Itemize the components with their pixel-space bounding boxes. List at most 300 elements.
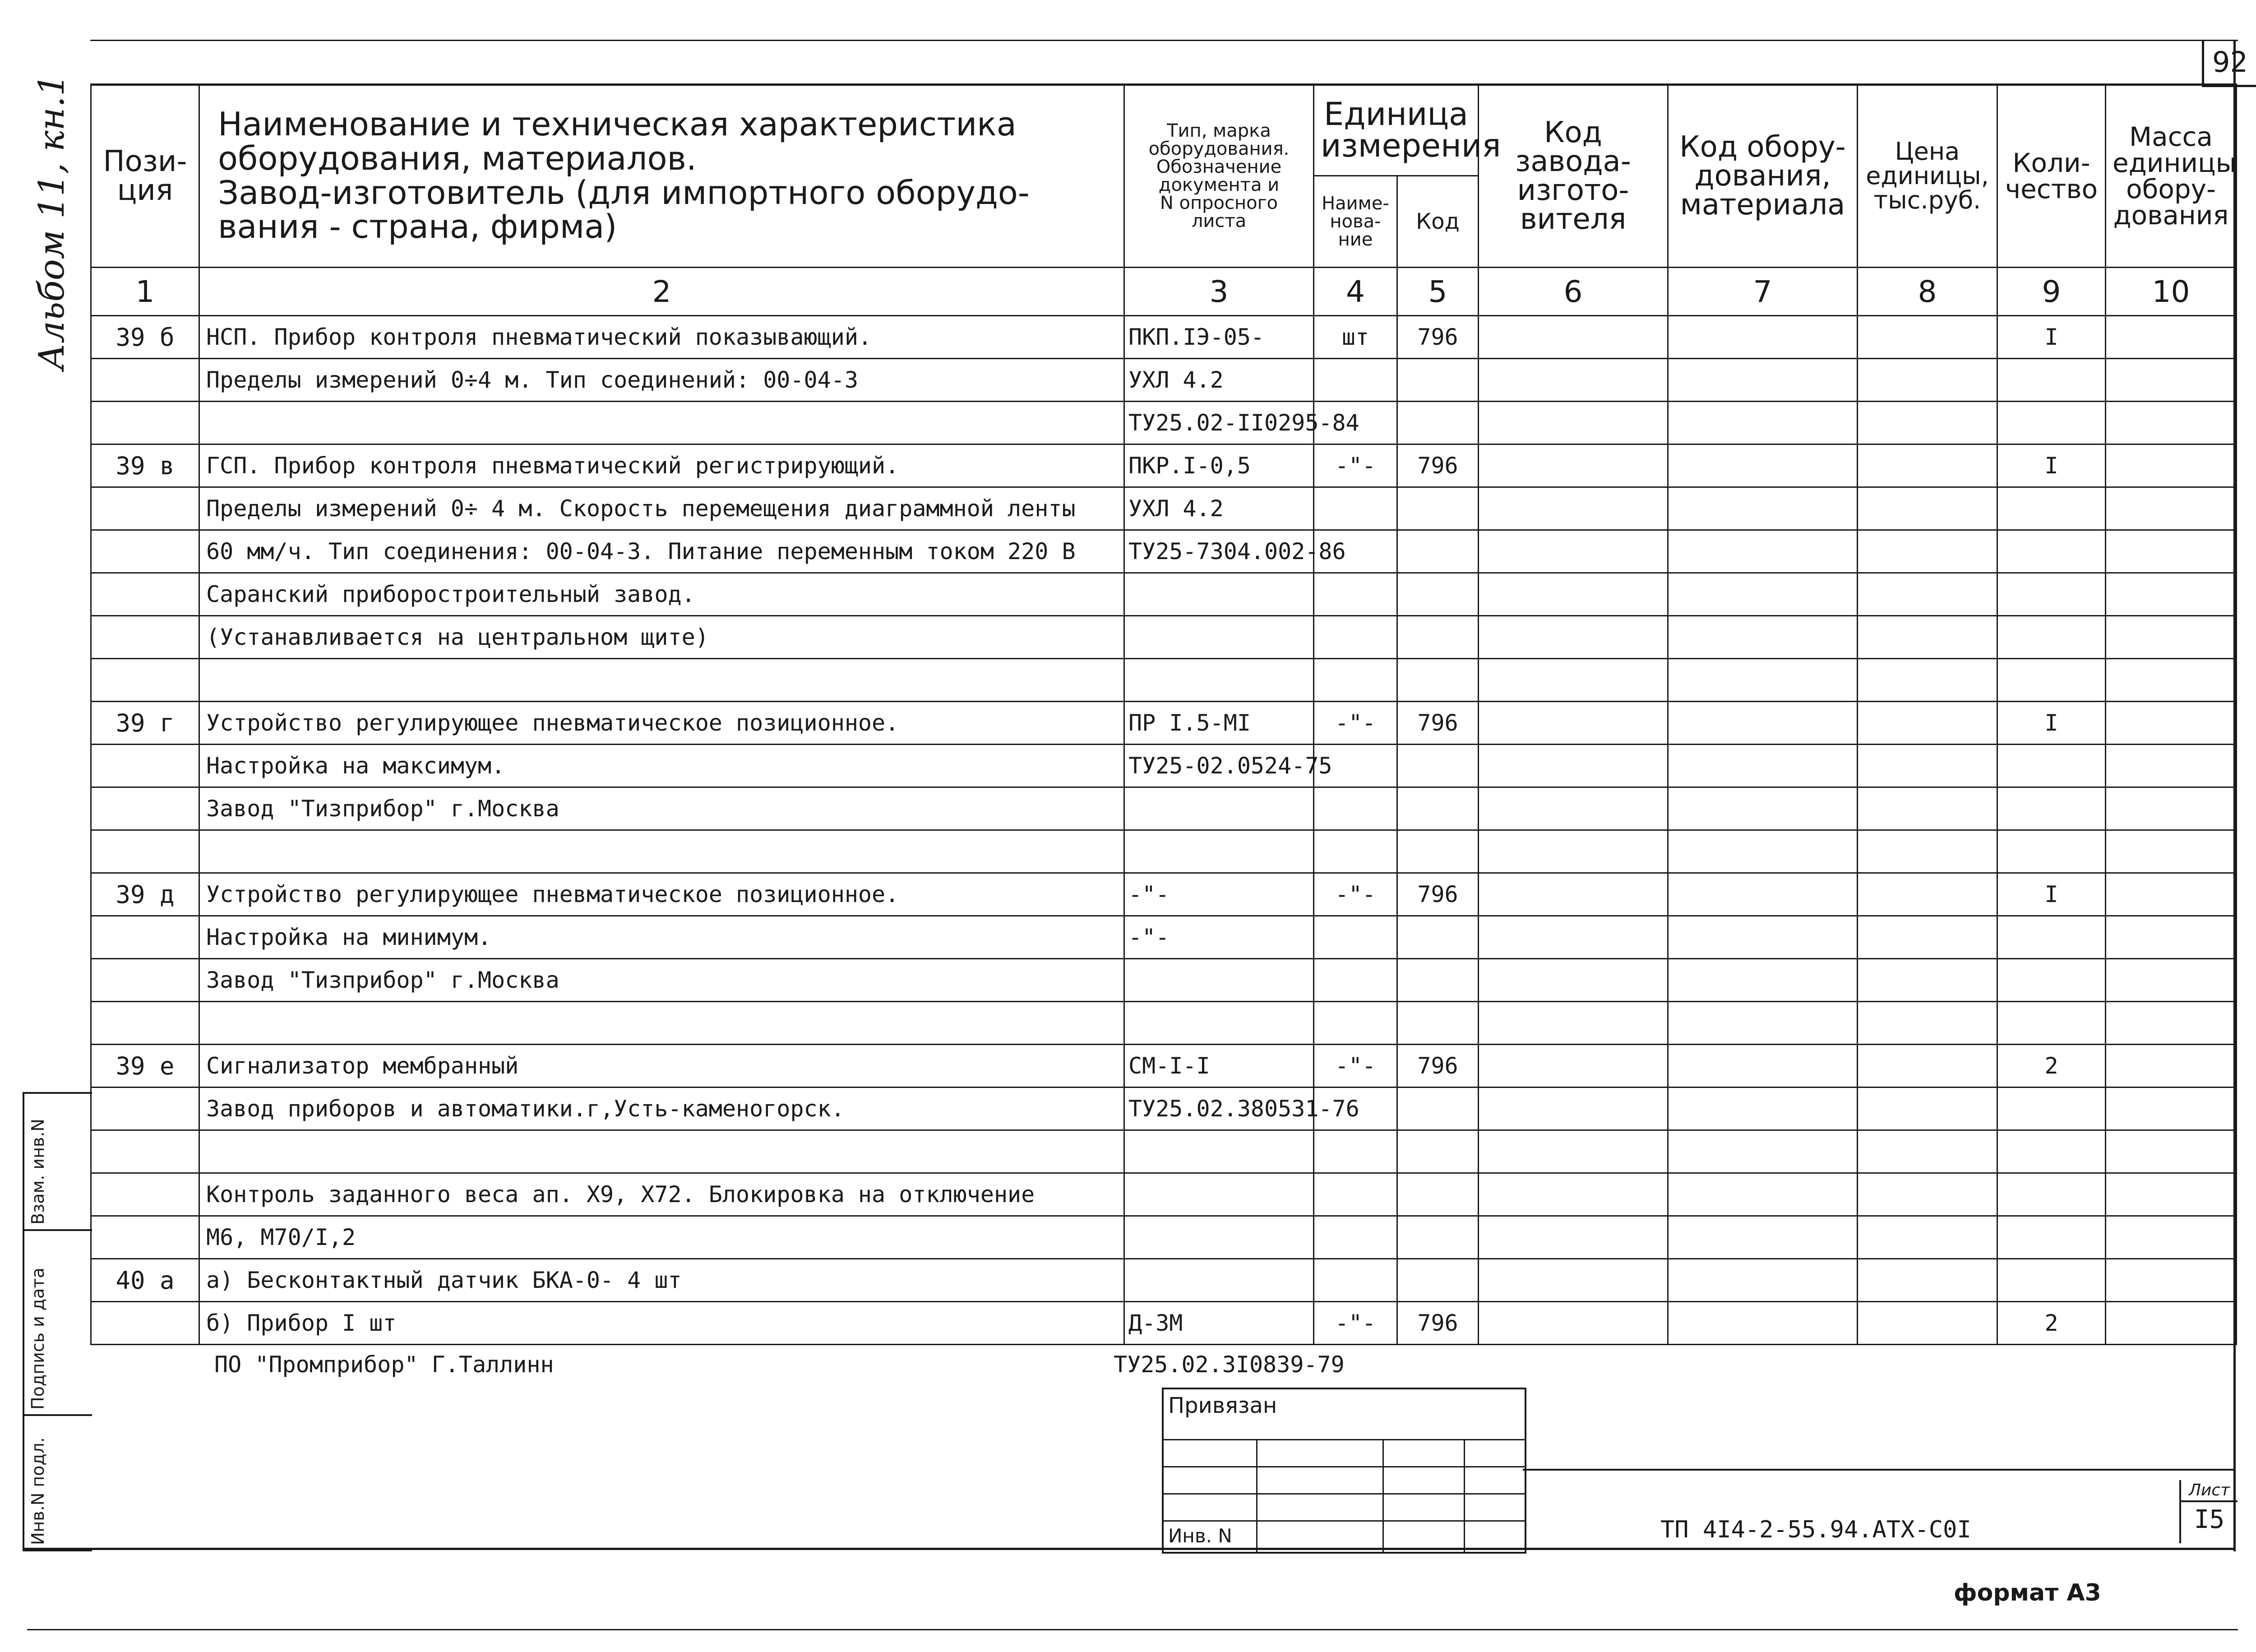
header-price: Цена единицы, тыс.руб. (1858, 84, 1997, 268)
row-factory-code (1479, 402, 1668, 444)
row-price (1858, 745, 1997, 787)
row-type (1124, 573, 1314, 616)
row-price (1858, 1130, 1997, 1173)
row-position (91, 1087, 199, 1130)
table-row (91, 702, 2237, 745)
row-unit-code: 796 (1397, 1302, 1479, 1345)
row-unit (1314, 916, 1397, 959)
row-price (1858, 444, 1997, 487)
header-equipment-code: Код обору- дования, материала (1668, 84, 1858, 268)
row-price (1858, 402, 1997, 444)
row-name: Саранский приборостроительный завод. (199, 573, 1124, 616)
row-name: М6, М70/I,2 (199, 1216, 1124, 1259)
row-position (91, 1130, 199, 1173)
row-mass (2106, 1045, 2237, 1087)
row-equipment-code (1668, 316, 1858, 359)
row-equipment-code (1668, 487, 1858, 530)
row-quantity (1997, 402, 2106, 444)
row-mass (2106, 873, 2237, 916)
row-unit-code (1397, 1087, 1479, 1130)
row-position (91, 745, 199, 787)
col-number: 7 (1668, 268, 1858, 316)
row-position: 39 е (91, 1045, 199, 1087)
row-quantity (1997, 1216, 2106, 1259)
row-unit: шт (1314, 316, 1397, 359)
row-factory-code (1479, 659, 1668, 702)
sheet-value: I5 (2194, 1505, 2225, 1534)
row-factory-code (1479, 1002, 1668, 1045)
row-quantity (1997, 530, 2106, 573)
row-price (1858, 873, 1997, 916)
row-equipment-code (1668, 702, 1858, 745)
table-row (91, 659, 2237, 702)
col-number: 3 (1124, 268, 1314, 316)
row-unit: -"- (1314, 1045, 1397, 1087)
title-block-top (1523, 1469, 2236, 1471)
row-name: б) Прибор I шт (199, 1302, 1124, 1345)
row-quantity (1997, 959, 2106, 1002)
row-type (1124, 787, 1314, 830)
col-number: 4 (1314, 268, 1397, 316)
row-type (1124, 1173, 1314, 1216)
row-quantity (1997, 1087, 2106, 1130)
table-row (91, 444, 2237, 487)
row-name: ГСП. Прибор контроля пневматический регистрирующий. (199, 444, 1124, 487)
format-label: формат А3 (1954, 1579, 2101, 1606)
row-equipment-code (1668, 1087, 1858, 1130)
row-factory-code (1479, 1173, 1668, 1216)
row-mass (2106, 745, 2237, 787)
row-name: Настройка на минимум. (199, 916, 1124, 959)
row-unit-code (1397, 530, 1479, 573)
row-unit (1314, 616, 1397, 659)
row-price (1858, 916, 1997, 959)
row-mass (2106, 444, 2237, 487)
document-number: ТП 4I4-2-55.94.АТХ-С0I (1660, 1516, 1971, 1543)
row-name (199, 1002, 1124, 1045)
row-factory-code (1479, 616, 1668, 659)
row-quantity (1997, 1002, 2106, 1045)
row-type: -"- (1124, 873, 1314, 916)
row-price (1858, 616, 1997, 659)
row-name: 60 мм/ч. Тип соединения: 00-04-3. Питание переменным током 220 В (199, 530, 1124, 573)
row-name: Пределы измерений 0÷4 м. Тип соединений: 00-04-3 (199, 359, 1124, 402)
row-unit: -"- (1314, 444, 1397, 487)
row-quantity (1997, 1130, 2106, 1173)
row-position (91, 830, 199, 873)
row-name: Завод "Тизприбор" г.Москва (199, 959, 1124, 1002)
row-mass (2106, 916, 2237, 959)
row-type: ТУ25-7304.002-86 (1124, 530, 1314, 573)
row-type (1124, 1002, 1314, 1045)
row-unit-code (1397, 787, 1479, 830)
row-mass (2106, 959, 2237, 1002)
row-unit-code (1397, 959, 1479, 1002)
row-name (199, 1130, 1124, 1173)
header-unit-name: Наиме- нова- ние (1314, 176, 1397, 268)
row-unit-code: 796 (1397, 873, 1479, 916)
row-factory-code (1479, 573, 1668, 616)
row-unit-code (1397, 1002, 1479, 1045)
row-type: -"- (1124, 916, 1314, 959)
row-quantity: 2 (1997, 1302, 2106, 1345)
row-equipment-code (1668, 616, 1858, 659)
table-body (91, 316, 2237, 1345)
row-price (1858, 787, 1997, 830)
row-quantity (1997, 573, 2106, 616)
row-mass (2106, 787, 2237, 830)
row-unit (1314, 959, 1397, 1002)
row-position (91, 1216, 199, 1259)
row-price (1858, 1302, 1997, 1345)
row-price (1858, 1173, 1997, 1216)
row-name (199, 830, 1124, 873)
row-equipment-code (1668, 959, 1858, 1002)
row-type (1124, 1259, 1314, 1302)
sheet-box (2179, 1480, 2238, 1543)
row-unit-code (1397, 573, 1479, 616)
row-unit (1314, 659, 1397, 702)
row-type: ПР I.5-МI (1124, 702, 1314, 745)
col-number: 8 (1858, 268, 1997, 316)
row-equipment-code (1668, 1216, 1858, 1259)
row-equipment-code (1668, 873, 1858, 916)
row-position (91, 487, 199, 530)
table-row (91, 1216, 2237, 1259)
row-unit-code (1397, 830, 1479, 873)
bottom-rule (27, 1629, 2238, 1630)
row-factory-code (1479, 1045, 1668, 1087)
row-type: Д-3М (1124, 1302, 1314, 1345)
row-factory-code (1479, 916, 1668, 959)
table-row (91, 487, 2237, 530)
row-name: Сигнализатор мембранный (199, 1045, 1124, 1087)
row-position (91, 573, 199, 616)
row-unit (1314, 1130, 1397, 1173)
table-row (91, 316, 2237, 359)
row-factory-code (1479, 487, 1668, 530)
row-unit-code (1397, 616, 1479, 659)
row-price (1858, 1216, 1997, 1259)
row-mass (2106, 616, 2237, 659)
row-unit-code: 796 (1397, 702, 1479, 745)
header-quantity: Коли- чество (1997, 84, 2106, 268)
footer-type: ТУ25.02.3I0839-79 (1114, 1351, 1345, 1378)
row-factory-code (1479, 1302, 1668, 1345)
row-factory-code (1479, 959, 1668, 1002)
table-row (91, 1002, 2237, 1045)
row-equipment-code (1668, 1130, 1858, 1173)
row-price (1858, 1002, 1997, 1045)
col-number: 9 (1997, 268, 2106, 316)
frame-outer-top (90, 40, 2238, 41)
row-quantity: I (1997, 444, 2106, 487)
row-mass (2106, 1216, 2237, 1259)
row-type: УХЛ 4.2 (1124, 487, 1314, 530)
row-quantity (1997, 616, 2106, 659)
row-equipment-code (1668, 787, 1858, 830)
row-price (1858, 959, 1997, 1002)
row-equipment-code (1668, 1302, 1858, 1345)
row-unit-code: 796 (1397, 1045, 1479, 1087)
table-row (91, 616, 2237, 659)
row-unit-code (1397, 916, 1479, 959)
row-equipment-code (1668, 916, 1858, 959)
table-row (91, 959, 2237, 1002)
row-type (1124, 616, 1314, 659)
row-type: ТУ25.02.380531-76 (1124, 1087, 1314, 1130)
row-position: 39 в (91, 444, 199, 487)
row-price (1858, 659, 1997, 702)
row-unit-code (1397, 359, 1479, 402)
row-mass (2106, 1087, 2237, 1130)
row-price (1858, 702, 1997, 745)
row-equipment-code (1668, 1259, 1858, 1302)
row-unit-code (1397, 1130, 1479, 1173)
col-number: 1 (91, 268, 199, 316)
row-price (1858, 830, 1997, 873)
row-position (91, 916, 199, 959)
footer-manufacturer: ПО "Промприбор" Г.Таллинн (214, 1351, 554, 1378)
row-equipment-code (1668, 530, 1858, 573)
row-factory-code (1479, 530, 1668, 573)
row-type: ПКП.IЭ-05- (1124, 316, 1314, 359)
row-position (91, 959, 199, 1002)
header-type: Тип, марка оборудования. Обозначение документа и N опросного листа (1124, 84, 1314, 268)
row-mass (2106, 359, 2237, 402)
row-equipment-code (1668, 444, 1858, 487)
row-unit (1314, 1259, 1397, 1302)
row-name: Завод приборов и автоматики.г,Усть-каменогорск. (199, 1087, 1124, 1130)
table-row (91, 573, 2237, 616)
header-row (91, 84, 2237, 176)
row-mass (2106, 1173, 2237, 1216)
row-factory-code (1479, 745, 1668, 787)
row-factory-code (1479, 787, 1668, 830)
table-row (91, 916, 2237, 959)
frame-bottom (23, 1548, 2236, 1550)
row-factory-code (1479, 444, 1668, 487)
row-quantity (1997, 830, 2106, 873)
row-type: ПКР.I-0,5 (1124, 444, 1314, 487)
row-type (1124, 1130, 1314, 1173)
replaced-inv-label: Взам. инв.N (28, 1119, 48, 1225)
row-factory-code (1479, 830, 1668, 873)
row-type: ТУ25.02-II0295-84 (1124, 402, 1314, 444)
sign-date-label: Подпись и дата (28, 1268, 48, 1410)
row-position (91, 616, 199, 659)
row-factory-code (1479, 1259, 1668, 1302)
row-factory-code (1479, 1216, 1668, 1259)
row-factory-code (1479, 702, 1668, 745)
row-price (1858, 359, 1997, 402)
row-factory-code (1479, 359, 1668, 402)
row-name: НСП. Прибор контроля пневматический показывающий. (199, 316, 1124, 359)
header-unit-group: Единица измерения (1314, 84, 1479, 176)
row-unit (1314, 1002, 1397, 1045)
row-unit (1314, 1216, 1397, 1259)
table-row (91, 873, 2237, 916)
stamp-inv: Инв. N (1168, 1525, 1232, 1547)
row-position (91, 402, 199, 444)
row-mass (2106, 573, 2237, 616)
row-quantity (1997, 1173, 2106, 1216)
binding-stamp (1162, 1388, 1526, 1554)
row-name: Устройство регулирующее пневматическое позиционное. (199, 702, 1124, 745)
row-mass (2106, 487, 2237, 530)
table-row (91, 1173, 2237, 1216)
table-row (91, 830, 2237, 873)
col-number: 2 (199, 268, 1124, 316)
row-position: 39 д (91, 873, 199, 916)
row-position (91, 1002, 199, 1045)
row-name (199, 402, 1124, 444)
row-position (91, 1173, 199, 1216)
col-number: 6 (1479, 268, 1668, 316)
row-quantity (1997, 1259, 2106, 1302)
row-position: 40 а (91, 1259, 199, 1302)
row-type: УХЛ 4.2 (1124, 359, 1314, 402)
row-equipment-code (1668, 402, 1858, 444)
row-equipment-code (1668, 659, 1858, 702)
orig-inv-label: Инв.N подл. (28, 1437, 48, 1545)
row-price (1858, 487, 1997, 530)
row-unit-code: 796 (1397, 316, 1479, 359)
row-unit: -"- (1314, 1302, 1397, 1345)
row-quantity (1997, 745, 2106, 787)
row-position (91, 1302, 199, 1345)
row-mass (2106, 1259, 2237, 1302)
row-unit-code (1397, 745, 1479, 787)
row-unit (1314, 487, 1397, 530)
row-name: Устройство регулирующее пневматическое позиционное. (199, 873, 1124, 916)
row-mass (2106, 530, 2237, 573)
row-price (1858, 316, 1997, 359)
row-unit-code (1397, 659, 1479, 702)
sheet-label: Лист (2181, 1480, 2238, 1502)
col-number: 5 (1397, 268, 1479, 316)
row-mass (2106, 659, 2237, 702)
column-number-row (91, 268, 2237, 316)
row-type: СМ-I-I (1124, 1045, 1314, 1087)
table-row (91, 1130, 2237, 1173)
row-factory-code (1479, 1130, 1668, 1173)
row-equipment-code (1668, 359, 1858, 402)
row-factory-code (1479, 873, 1668, 916)
row-price (1858, 1259, 1997, 1302)
row-equipment-code (1668, 830, 1858, 873)
row-unit-code: 796 (1397, 444, 1479, 487)
row-price (1858, 1045, 1997, 1087)
row-price (1858, 573, 1997, 616)
row-mass (2106, 402, 2237, 444)
left-approval-strip (23, 1092, 92, 1551)
specification-table (90, 83, 2237, 1345)
row-unit-code (1397, 402, 1479, 444)
row-type: ТУ25-02.0524-75 (1124, 745, 1314, 787)
row-type (1124, 659, 1314, 702)
row-mass (2106, 1130, 2237, 1173)
row-type (1124, 959, 1314, 1002)
header-factory-code: Код завода- изгото- вителя (1479, 84, 1668, 268)
row-equipment-code (1668, 1002, 1858, 1045)
row-equipment-code (1668, 1045, 1858, 1087)
row-price (1858, 530, 1997, 573)
row-factory-code (1479, 1087, 1668, 1130)
row-quantity: I (1997, 316, 2106, 359)
row-position: 39 г (91, 702, 199, 745)
stamp-title: Привязан (1168, 1393, 1277, 1418)
row-position (91, 359, 199, 402)
row-unit: -"- (1314, 873, 1397, 916)
row-type (1124, 1216, 1314, 1259)
row-factory-code (1479, 316, 1668, 359)
row-quantity (1997, 787, 2106, 830)
row-quantity (1997, 916, 2106, 959)
row-unit (1314, 830, 1397, 873)
row-unit (1314, 359, 1397, 402)
row-price (1858, 1087, 1997, 1130)
row-position: 39 б (91, 316, 199, 359)
table-row (91, 1259, 2237, 1302)
table-row (91, 402, 2237, 444)
row-position (91, 659, 199, 702)
table-row (91, 787, 2237, 830)
row-mass (2106, 316, 2237, 359)
row-unit (1314, 787, 1397, 830)
row-unit (1314, 1173, 1397, 1216)
row-position (91, 530, 199, 573)
row-unit: -"- (1314, 702, 1397, 745)
header-position: Пози- ция (91, 84, 199, 268)
table-row (91, 359, 2237, 402)
row-equipment-code (1668, 745, 1858, 787)
row-name: Настройка на максимум. (199, 745, 1124, 787)
row-name: а) Бесконтактный датчик БКА-0- 4 шт (199, 1259, 1124, 1302)
row-position (91, 787, 199, 830)
col-number: 10 (2106, 268, 2237, 316)
table-row (91, 745, 2237, 787)
sheet-number: 92 (2202, 40, 2256, 87)
header-name: Наименование и техническая характеристика оборудования, материалов. Завод-изготовитель (для импортного оборудо- вания - страна, фирма) (199, 84, 1124, 268)
row-equipment-code (1668, 1173, 1858, 1216)
album-note: Альбом 11, кн.1 (32, 74, 72, 370)
header-mass: Масса единицы обору- дования (2106, 84, 2237, 268)
row-mass (2106, 702, 2237, 745)
row-mass (2106, 1302, 2237, 1345)
table-row (91, 1045, 2237, 1087)
row-equipment-code (1668, 573, 1858, 616)
row-unit-code (1397, 1259, 1479, 1302)
row-unit-code (1397, 1173, 1479, 1216)
row-mass (2106, 830, 2237, 873)
row-quantity (1997, 487, 2106, 530)
row-unit (1314, 573, 1397, 616)
row-mass (2106, 1002, 2237, 1045)
row-quantity (1997, 659, 2106, 702)
row-quantity: 2 (1997, 1045, 2106, 1087)
table-row (91, 1302, 2237, 1345)
row-name: Пределы измерений 0÷ 4 м. Скорость перемещения диаграммной ленты (199, 487, 1124, 530)
row-type (1124, 830, 1314, 873)
row-quantity: I (1997, 702, 2106, 745)
row-name: Завод "Тизприбор" г.Москва (199, 787, 1124, 830)
table-row (91, 530, 2237, 573)
row-unit-code (1397, 1216, 1479, 1259)
row-name: Контроль заданного веса ап. Х9, Х72. Блокировка на отключение (199, 1173, 1124, 1216)
header-unit-code: Код (1397, 176, 1479, 268)
table-row (91, 1087, 2237, 1130)
